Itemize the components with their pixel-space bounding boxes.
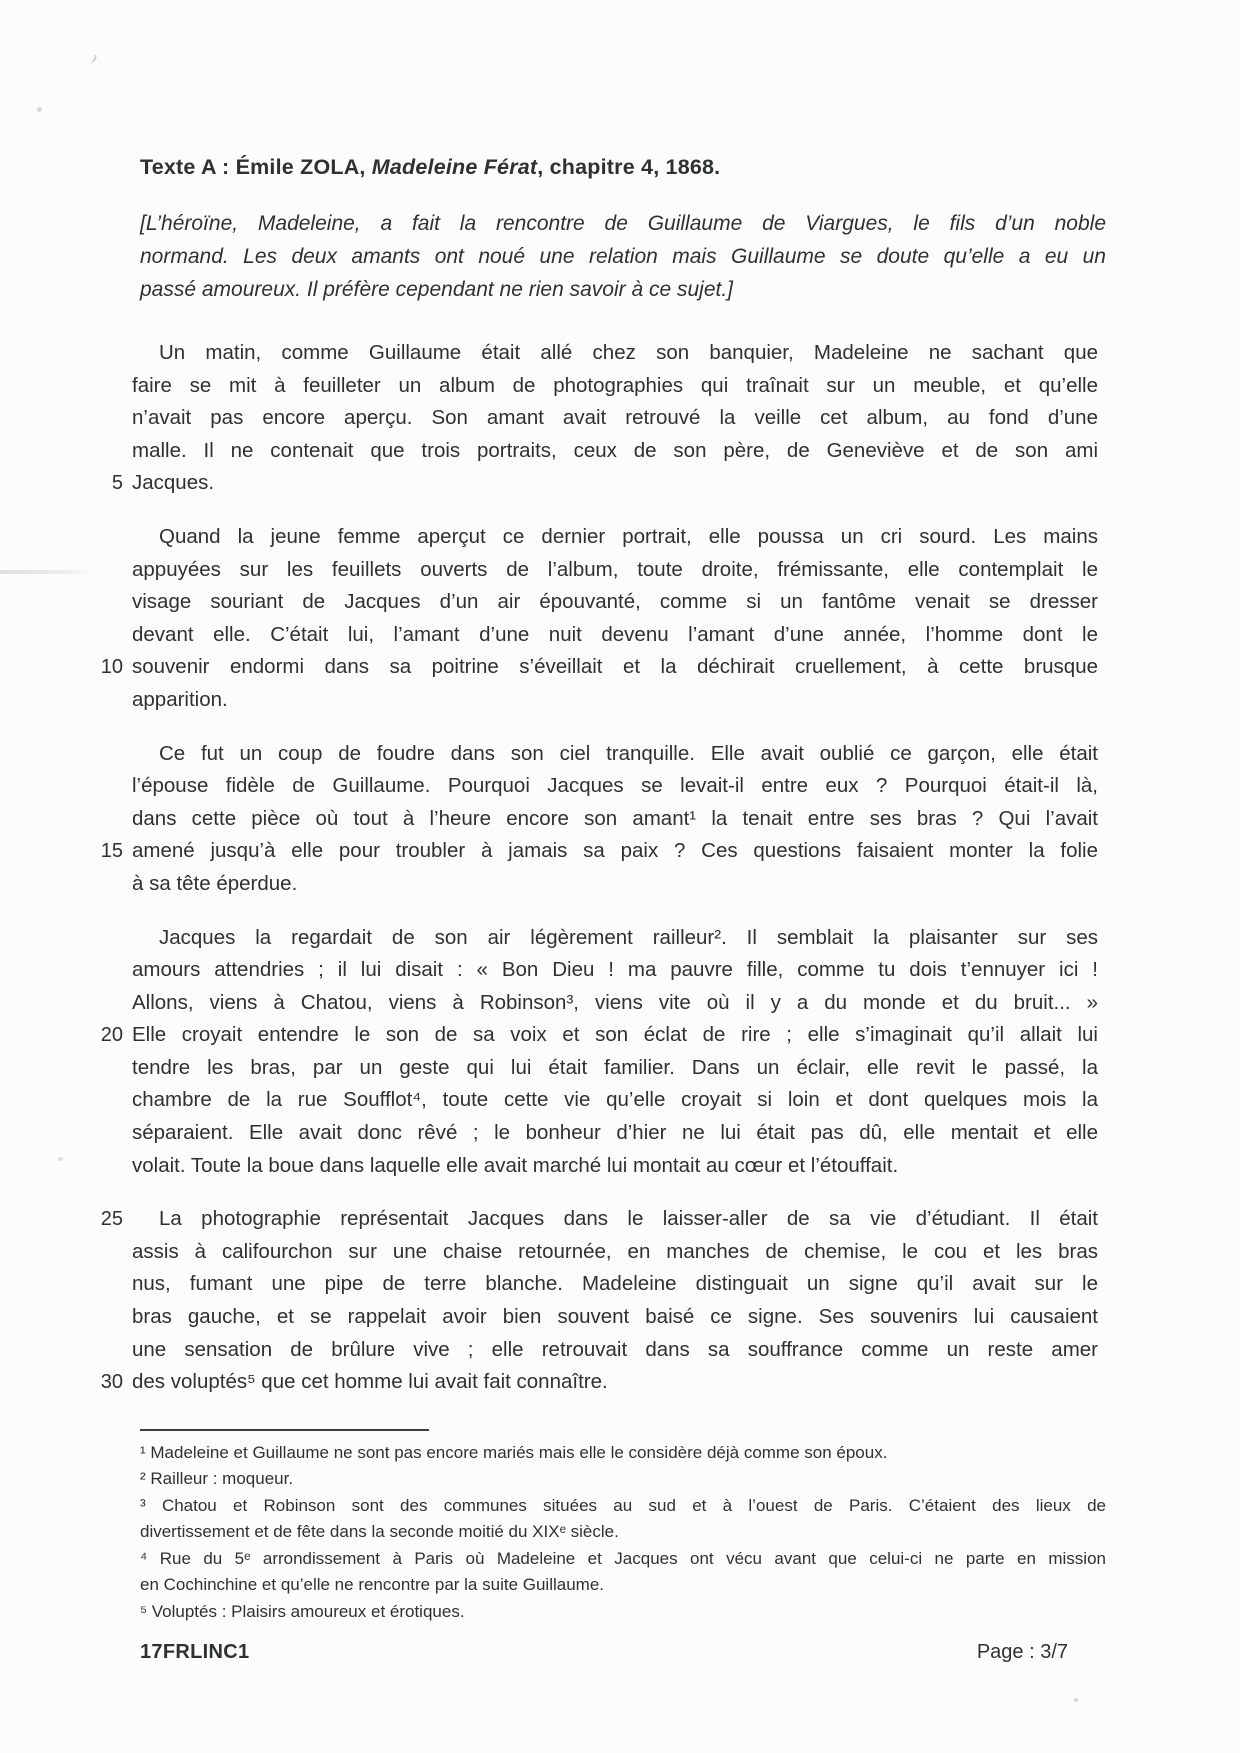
text-line: 20 Elle croyait entendre le son de sa voix et son éclat de rire ; elle s’imaginait qu’il allait lui bbox=[92, 1019, 1106, 1052]
scan-artifact bbox=[1074, 1698, 1078, 1702]
text-line: Jacques la regardait de son air légèrement railleur². Il semblait la plaisanter sur ses bbox=[92, 922, 1106, 955]
text-line: Un matin, comme Guillaume était allé chez son banquier, Madeleine ne sachant que bbox=[92, 337, 1106, 370]
footnote-line: ¹ Madeleine et Guillaume ne sont pas encore mariés mais elle le considère déjà comme son époux. bbox=[140, 1442, 888, 1462]
text-line: Ce fut un coup de foudre dans son ciel tranquille. Elle avait oublié ce garçon, elle était bbox=[92, 738, 1106, 771]
line-number bbox=[92, 619, 132, 652]
text-line: visage souriant de Jacques d’un air épouvanté, comme si un fantôme venait se dresser bbox=[92, 586, 1106, 619]
line-number bbox=[92, 922, 132, 955]
text-line: volait. Toute la boue dans laquelle elle avait marché lui montait au cœur et l’étouffait. bbox=[92, 1150, 1106, 1183]
text-line: à sa tête éperdue. bbox=[92, 868, 1106, 901]
text-line: dans cette pièce où tout à l’heure encore son amant¹ la tenait entre ses bras ? Qui l’avait bbox=[92, 803, 1106, 836]
line-number: 10 bbox=[100, 656, 123, 679]
title-work-name: Madeleine Férat bbox=[371, 155, 538, 179]
scan-artifact bbox=[87, 53, 97, 64]
line-number bbox=[92, 684, 132, 717]
text-line: 5 Jacques. bbox=[92, 467, 1106, 500]
text-line: bras gauche, et se rappelait avoir bien souvent baisé ce signe. Ses souvenirs lui causaient bbox=[92, 1301, 1106, 1334]
page-footer bbox=[140, 1641, 1068, 1664]
text-line: devant elle. C’était lui, l’amant d’une nuit devenu l’amant d’une année, l’homme dont le bbox=[92, 619, 1106, 652]
footnote-line: en Cochinchine et qu’elle ne rencontre par la suite Guillaume. bbox=[140, 1575, 604, 1595]
text-line: 15 amené jusqu’à elle pour troubler à jamais sa paix ? Ces questions faisaient monter la folie bbox=[92, 835, 1106, 868]
introduction-note bbox=[140, 207, 1106, 306]
title-chapter: , chapitre 4, 1868. bbox=[537, 155, 721, 179]
title-author: Texte A : Émile ZOLA, bbox=[140, 155, 372, 179]
line-number bbox=[92, 738, 132, 771]
line-number bbox=[92, 586, 132, 619]
document-title bbox=[140, 155, 1106, 180]
text-line: malle. Il ne contenait que trois portraits, ceux de son père, de Geneviève et de son ami bbox=[92, 435, 1106, 468]
line-number bbox=[92, 1236, 132, 1269]
line-number bbox=[92, 1334, 132, 1367]
footnote-separator bbox=[140, 1429, 429, 1431]
footnote-line: ⁵ Voluptés : Plaisirs amoureux et érotiques. bbox=[140, 1601, 465, 1621]
line-number bbox=[92, 1084, 132, 1117]
footnotes-block bbox=[140, 1440, 1106, 1626]
line-number bbox=[92, 1052, 132, 1085]
text-line: n’avait pas encore aperçu. Son amant avait retrouvé la veille cet album, au fond d’une bbox=[92, 402, 1106, 435]
line-number bbox=[92, 1117, 132, 1150]
text-line: Allons, viens à Chatou, viens à Robinson³, viens vite où il y a du monde et du bruit... » bbox=[92, 987, 1106, 1020]
scan-artifact bbox=[0, 570, 92, 574]
text-line: chambre de la rue Soufflot⁴, toute cette vie qu’elle croyait si loin et dont quelques mois la bbox=[92, 1084, 1106, 1117]
line-number bbox=[92, 521, 132, 554]
scan-artifact bbox=[58, 1157, 63, 1161]
text-line: appuyées sur les feuillets ouverts de l’album, toute droite, frémissante, elle contemplait le bbox=[92, 554, 1106, 587]
text-block bbox=[92, 155, 1106, 1625]
text-line: l’épouse fidèle de Guillaume. Pourquoi Jacques se levait-il entre eux ? Pourquoi était-il là, bbox=[92, 770, 1106, 803]
text-line: 30 des voluptés⁵ que cet homme lui avait fait connaître. bbox=[92, 1366, 1106, 1399]
text-line: une sensation de brûlure vive ; elle retrouvait dans sa souffrance comme un reste amer bbox=[92, 1334, 1106, 1367]
footnote-line: ² Railleur : moqueur. bbox=[140, 1469, 294, 1489]
text-line: séparaient. Elle avait donc rêvé ; le bonheur d’hier ne lui était pas dû, elle mentait et elle bbox=[92, 1117, 1106, 1150]
footnote-line: ³ Chatou et Robinson sont des communes situées au sud et à l’ouest de Paris. C’étaient des lieux de bbox=[140, 1495, 1106, 1515]
footnote-line: divertissement et de fête dans la seconde moitié du XIXᵉ siècle. bbox=[140, 1522, 619, 1542]
line-number bbox=[92, 1268, 132, 1301]
intro-line: passé amoureux. Il préfère cependant ne rien savoir à ce sujet.] bbox=[140, 278, 734, 301]
page-number: Page : 3/7 bbox=[976, 1641, 1068, 1663]
excerpt-body bbox=[92, 337, 1106, 1399]
line-number: 5 bbox=[111, 472, 123, 495]
line-number bbox=[92, 435, 132, 468]
line-number bbox=[92, 1301, 132, 1334]
intro-line: normand. Les deux amants ont noué une relation mais Guillaume se doute qu’elle a eu un bbox=[140, 245, 1106, 268]
text-line: faire se mit à feuilleter un album de photographies qui traînait sur un meuble, et qu’elle bbox=[92, 370, 1106, 403]
scan-artifact bbox=[37, 107, 42, 112]
text-line: Quand la jeune femme aperçut ce dernier portrait, elle poussa un cri sourd. Les mains bbox=[92, 521, 1106, 554]
intro-line: [L’héroïne, Madeleine, a fait la rencontre de Guillaume de Viargues, le fils d’un noble bbox=[140, 212, 1106, 235]
line-number bbox=[92, 402, 132, 435]
line-number: 20 bbox=[100, 1024, 123, 1047]
text-line: 10 souvenir endormi dans sa poitrine s’éveillait et la déchirait cruellement, à cette brusque bbox=[92, 651, 1106, 684]
text-line: nus, fumant une pipe de terre blanche. Madeleine distinguait un signe qu’il avait sur le bbox=[92, 1268, 1106, 1301]
footnote-line: ⁴ Rue du 5ᵉ arrondissement à Paris où Madeleine et Jacques ont vécu avant que celui-ci ne parte en mission bbox=[140, 1548, 1106, 1568]
line-number: 30 bbox=[100, 1371, 123, 1394]
text-line: tendre les bras, par un geste qui lui était familier. Dans un éclair, elle revit le passé, la bbox=[92, 1052, 1106, 1085]
text-line: apparition. bbox=[92, 684, 1106, 717]
line-number: 15 bbox=[100, 840, 123, 863]
line-number bbox=[92, 803, 132, 836]
text-line: 25 La photographie représentait Jacques dans le laisser-aller de sa vie d’étudiant. Il était bbox=[92, 1203, 1106, 1236]
text-line: amours attendries ; il lui disait : « Bon Dieu ! ma pauvre fille, comme tu dois t’ennuyer ici ! bbox=[92, 954, 1106, 987]
exam-code: 17FRLINC1 bbox=[140, 1641, 250, 1663]
line-number bbox=[92, 770, 132, 803]
line-number bbox=[92, 337, 132, 370]
line-number: 25 bbox=[100, 1208, 123, 1231]
text-line: assis à califourchon sur une chaise retournée, en manches de chemise, le cou et les bras bbox=[92, 1236, 1106, 1269]
line-number bbox=[92, 370, 132, 403]
line-number bbox=[92, 954, 132, 987]
line-number bbox=[92, 554, 132, 587]
line-number bbox=[92, 868, 132, 901]
line-number bbox=[92, 1150, 132, 1183]
line-number bbox=[92, 987, 132, 1020]
